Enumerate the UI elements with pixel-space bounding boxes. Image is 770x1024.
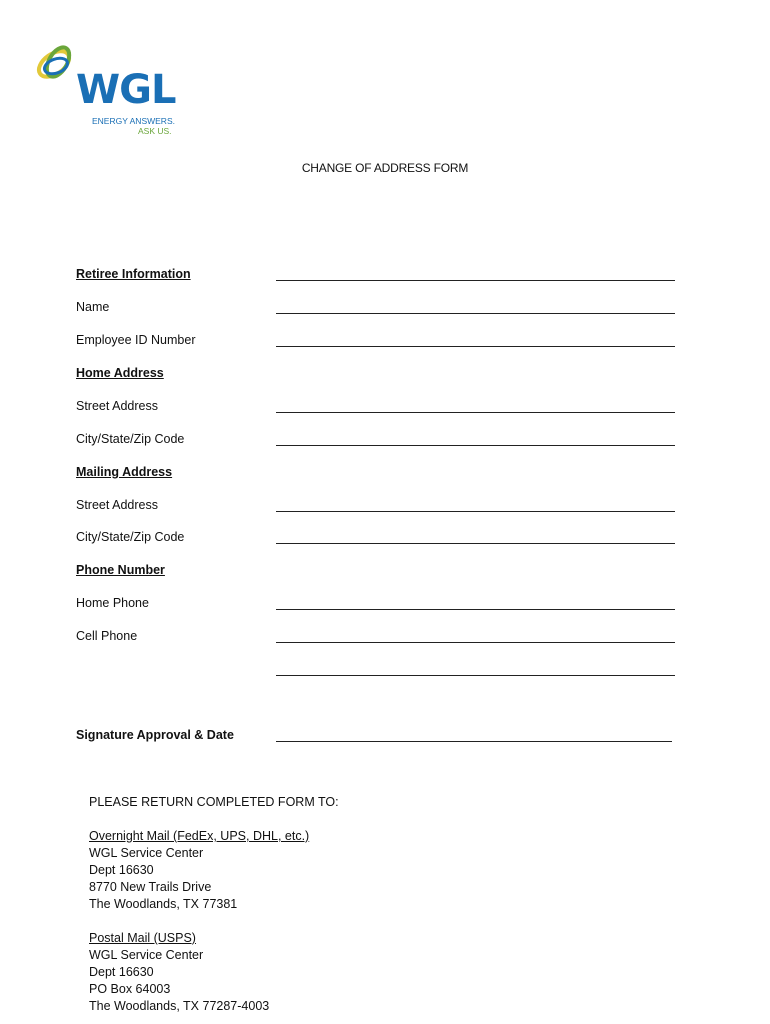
row-retiree-information <box>76 267 676 283</box>
overnight-mail-title: Overnight Mail (FedEx, UPS, DHL, etc.) <box>89 829 310 843</box>
postal-address-line: The Woodlands, TX 77287-4003 <box>89 999 270 1013</box>
employee-id-field[interactable] <box>276 346 675 347</box>
cell-phone-field[interactable] <box>276 642 675 643</box>
overnight-address-line: WGL Service Center <box>89 846 204 860</box>
logo-tagline: ENERGY ANSWERS. <box>92 116 175 126</box>
mailing-street-field[interactable] <box>276 511 675 512</box>
postal-mail-title: Postal Mail (USPS) <box>89 931 196 945</box>
postal-address-line: Dept 16630 <box>89 965 154 979</box>
row-phone-number <box>76 563 676 579</box>
home-city-field[interactable] <box>276 445 675 446</box>
section-heading-home-address: Home Address <box>76 366 164 380</box>
logo-wordmark: WGL <box>76 67 176 113</box>
postal-mail-block <box>89 930 339 1015</box>
section-heading-retiree-information: Retiree Information <box>76 267 191 281</box>
overnight-mail-block <box>89 828 339 913</box>
home-phone-field[interactable] <box>276 609 675 610</box>
signature-field[interactable] <box>276 741 672 742</box>
name-label: Name <box>76 300 110 314</box>
row-mailing-street <box>76 498 676 514</box>
row-mailing-address <box>76 465 676 481</box>
mailing-street-label: Street Address <box>76 498 158 512</box>
row-home-city <box>76 432 676 448</box>
employee-id-label: Employee ID Number <box>76 333 196 347</box>
name-field[interactable] <box>276 313 675 314</box>
row-home-address <box>76 366 676 382</box>
cell-phone-label: Cell Phone <box>76 629 138 643</box>
row-extra-line <box>76 662 676 678</box>
signature-label: Signature Approval & Date <box>76 728 234 742</box>
return-instructions <box>89 794 339 1015</box>
section-heading-mailing-address: Mailing Address <box>76 465 173 479</box>
row-cell-phone <box>76 629 676 645</box>
form-title: CHANGE OF ADDRESS FORM <box>301 161 469 175</box>
logo-tagline-secondary: ASK US. <box>138 126 172 136</box>
home-phone-label: Home Phone <box>76 596 149 610</box>
extra-field[interactable] <box>276 675 675 676</box>
mailing-city-field[interactable] <box>276 543 675 544</box>
row-home-phone <box>76 596 676 612</box>
row-mailing-city <box>76 530 676 546</box>
retiree-information-field[interactable] <box>276 280 675 281</box>
home-street-label: Street Address <box>76 399 158 413</box>
row-name <box>76 300 676 316</box>
postal-address-line: PO Box 64003 <box>89 982 171 996</box>
postal-address-line: WGL Service Center <box>89 948 204 962</box>
mailing-city-label: City/State/Zip Code <box>76 530 185 544</box>
overnight-address-line: Dept 16630 <box>89 863 154 877</box>
wgl-logo <box>32 40 182 140</box>
overnight-address-line: 8770 New Trails Drive <box>89 880 212 894</box>
overnight-address-line: The Woodlands, TX 77381 <box>89 897 238 911</box>
section-heading-phone-number: Phone Number <box>76 563 165 577</box>
return-heading: PLEASE RETURN COMPLETED FORM TO: <box>89 795 339 809</box>
row-home-street <box>76 399 676 415</box>
home-street-field[interactable] <box>276 412 675 413</box>
row-signature <box>76 728 676 744</box>
home-city-label: City/State/Zip Code <box>76 432 185 446</box>
row-employee-id <box>76 333 676 349</box>
